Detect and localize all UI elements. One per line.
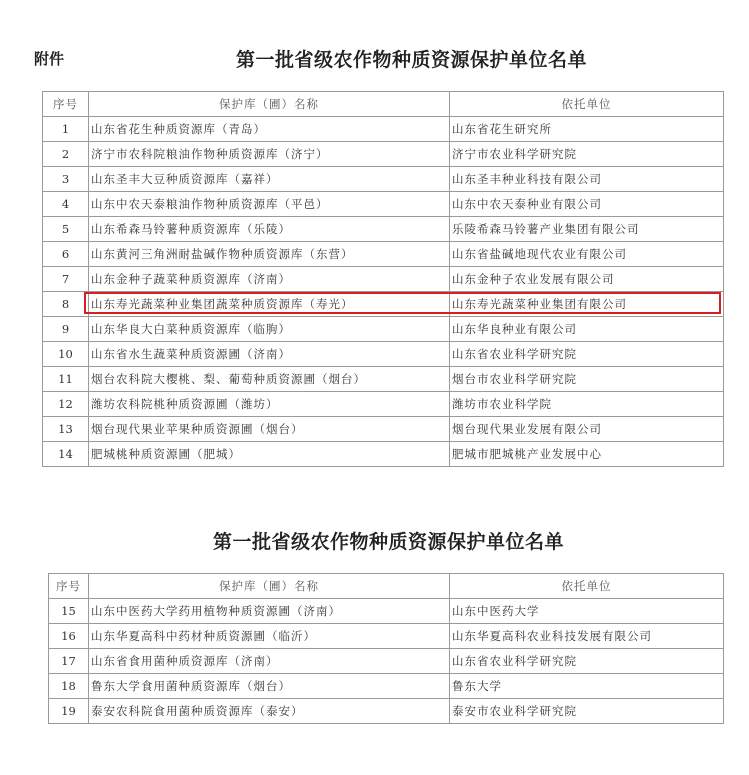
row-name: 山东华夏高科中药材种质资源圃（临沂） [89, 624, 450, 649]
row-unit: 山东金种子农业发展有限公司 [450, 267, 724, 292]
table-row [49, 699, 724, 724]
row-number: 14 [43, 442, 89, 467]
row-unit: 山东华夏高科农业科技发展有限公司 [450, 624, 724, 649]
row-unit: 山东寿光蔬菜种业集团有限公司 [450, 292, 724, 317]
table-row [43, 117, 724, 142]
row-name: 山东省水生蔬菜种质资源圃（济南） [89, 342, 450, 367]
header-unit: 依托单位 [450, 574, 724, 599]
row-number: 18 [49, 674, 89, 699]
table-row [43, 367, 724, 392]
table-row [43, 417, 724, 442]
row-name: 山东圣丰大豆种质资源库（嘉祥） [89, 167, 450, 192]
row-unit: 山东中医药大学 [450, 599, 724, 624]
row-name: 山东黄河三角洲耐盐碱作物种质资源库（东营） [89, 242, 450, 267]
row-unit: 山东省农业科学研究院 [450, 342, 724, 367]
table-row [49, 624, 724, 649]
row-name: 肥城桃种质资源圃（肥城） [89, 442, 450, 467]
table-row [43, 442, 724, 467]
row-name: 烟台现代果业苹果种质资源圃（烟台） [89, 417, 450, 442]
header-name: 保护库（圃）名称 [89, 574, 450, 599]
header-no: 序号 [49, 574, 89, 599]
table2-header-row [49, 574, 724, 599]
header-name: 保护库（圃）名称 [89, 92, 450, 117]
row-name: 山东金种子蔬菜种质资源库（济南） [89, 267, 450, 292]
row-name: 烟台农科院大樱桃、梨、葡萄种质资源圃（烟台） [89, 367, 450, 392]
row-unit: 济宁市农业科学研究院 [450, 142, 724, 167]
table-row [43, 392, 724, 417]
header-no: 序号 [43, 92, 89, 117]
row-unit: 山东华良种业有限公司 [450, 317, 724, 342]
table-row [43, 142, 724, 167]
table2-body [49, 599, 724, 724]
row-number: 5 [43, 217, 89, 242]
row-number: 11 [43, 367, 89, 392]
table-row [43, 217, 724, 242]
table-row [43, 192, 724, 217]
table-row [49, 674, 724, 699]
row-name: 潍坊农科院桃种质资源圃（潍坊） [89, 392, 450, 417]
row-number: 8 [43, 292, 89, 317]
row-unit: 山东中农天泰种业有限公司 [450, 192, 724, 217]
row-name: 泰安农科院食用菌种质资源库（泰安） [89, 699, 450, 724]
table1-header-row [43, 92, 724, 117]
table-row [43, 242, 724, 267]
row-number: 17 [49, 649, 89, 674]
row-number: 16 [49, 624, 89, 649]
row-name: 山东寿光蔬菜种业集团蔬菜种质资源库（寿光） [89, 292, 450, 317]
table2 [48, 573, 724, 724]
table-row [49, 599, 724, 624]
row-unit: 山东省盐碱地现代农业有限公司 [450, 242, 724, 267]
row-name: 山东省花生种质资源库（青岛） [89, 117, 450, 142]
header-unit: 依托单位 [450, 92, 724, 117]
table-row [43, 267, 724, 292]
attachment-label: 附件 [34, 50, 65, 68]
row-unit: 潍坊市农业科学院 [450, 392, 724, 417]
row-unit: 鲁东大学 [450, 674, 724, 699]
row-number: 2 [43, 142, 89, 167]
table1 [42, 91, 724, 467]
row-unit: 山东圣丰种业科技有限公司 [450, 167, 724, 192]
row-unit: 泰安市农业科学研究院 [450, 699, 724, 724]
row-number: 19 [49, 699, 89, 724]
row-number: 4 [43, 192, 89, 217]
table-row [43, 317, 724, 342]
row-name: 山东省食用菌种质资源库（济南） [89, 649, 450, 674]
row-number: 15 [49, 599, 89, 624]
row-number: 7 [43, 267, 89, 292]
table1-body [43, 117, 724, 467]
row-name: 山东华良大白菜种质资源库（临朐） [89, 317, 450, 342]
table-row [49, 649, 724, 674]
row-name: 济宁市农科院粮油作物种质资源库（济宁） [89, 142, 450, 167]
row-number: 13 [43, 417, 89, 442]
row-number: 10 [43, 342, 89, 367]
row-number: 12 [43, 392, 89, 417]
row-name: 鲁东大学食用菌种质资源库（烟台） [89, 674, 450, 699]
table-row [43, 342, 724, 367]
row-unit: 山东省农业科学研究院 [450, 649, 724, 674]
table-row [43, 167, 724, 192]
row-unit: 乐陵希森马铃薯产业集团有限公司 [450, 217, 724, 242]
table1-title: 第一批省级农作物种质资源保护单位名单 [236, 49, 588, 71]
row-unit: 烟台现代果业发展有限公司 [450, 417, 724, 442]
row-name: 山东中医药大学药用植物种质资源圃（济南） [89, 599, 450, 624]
row-unit: 肥城市肥城桃产业发展中心 [450, 442, 724, 467]
row-name: 山东中农天泰粮油作物种质资源库（平邑） [89, 192, 450, 217]
row-unit: 山东省花生研究所 [450, 117, 724, 142]
row-number: 9 [43, 317, 89, 342]
row-unit: 烟台市农业科学研究院 [450, 367, 724, 392]
row-number: 3 [43, 167, 89, 192]
table2-title: 第一批省级农作物种质资源保护单位名单 [213, 531, 565, 553]
row-number: 6 [43, 242, 89, 267]
row-number: 1 [43, 117, 89, 142]
table-row-highlighted [43, 292, 724, 317]
row-name: 山东希森马铃薯种质资源库（乐陵） [89, 217, 450, 242]
